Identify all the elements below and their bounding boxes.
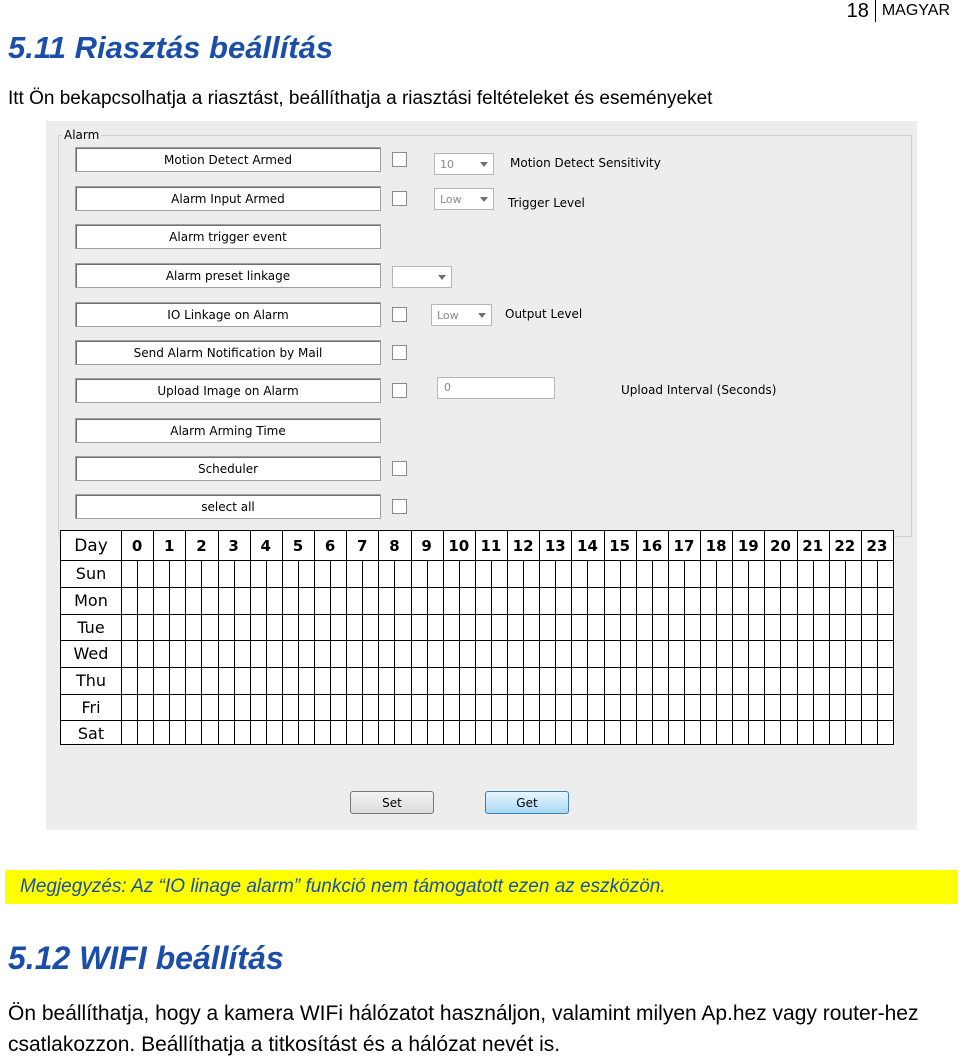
schedule-day-label: Thu <box>75 671 107 690</box>
schedule-hour-label: 10 <box>448 536 470 555</box>
alarm-row-label: Alarm trigger event <box>75 224 381 249</box>
note-banner <box>5 870 958 904</box>
alarm-row-checkbox[interactable] <box>392 499 407 514</box>
grid-half-hour-line <box>137 560 138 744</box>
schedule-hour-label: 17 <box>673 536 695 555</box>
schedule-grid[interactable] <box>60 530 894 745</box>
schedule-hour-label: 18 <box>705 536 727 555</box>
grid-col-line <box>700 531 701 744</box>
alarm-row-label: Alarm Arming Time <box>75 418 381 443</box>
section-text-wifi: Ön beállíthatja, hogy a kamera WIFi hálózatot használjon, valamint milyen Ap.hez vagy router-hez csatlakozzon. Beállíthatja a titkosítást és a hálózat nevét is. <box>8 1002 919 1056</box>
grid-col-line <box>732 531 733 744</box>
chevron-down-icon <box>478 313 486 318</box>
upload-interval-label: Upload Interval (Seconds) <box>621 383 777 397</box>
schedule-hour-label: 4 <box>260 536 271 555</box>
grid-half-hour-line <box>234 560 235 744</box>
preset-select[interactable] <box>392 266 452 288</box>
schedule-hour-label: 5 <box>292 536 304 555</box>
schedule-hour-label: 20 <box>770 536 791 555</box>
page-number: 18 <box>847 0 876 22</box>
section-intro-alarm: Itt Ön bekapcsolhatja a riasztást, beállíthatja a riasztási feltételeket és eseményeket <box>8 88 713 109</box>
grid-half-hour-line <box>298 560 299 744</box>
get-button[interactable]: Get <box>485 791 569 814</box>
alarm-row-checkbox[interactable] <box>392 152 407 167</box>
trigger-level-value: Low <box>440 192 462 206</box>
grid-col-line <box>218 531 219 744</box>
output-level-label: Output Level <box>505 307 583 321</box>
schedule-hour-label: 0 <box>131 536 143 555</box>
grid-col-line <box>346 531 347 744</box>
sensitivity-select[interactable] <box>434 153 494 175</box>
grid-col-line <box>797 531 798 744</box>
grid-col-line <box>443 531 444 744</box>
grid-col-line <box>539 531 540 744</box>
schedule-hour-label: 23 <box>866 536 888 555</box>
grid-col-line <box>314 531 315 744</box>
grid-col-line <box>571 531 572 744</box>
alarm-row-label: Alarm Input Armed <box>75 186 381 211</box>
alarm-row-label: IO Linkage on Alarm <box>75 302 381 327</box>
grid-col-line <box>250 531 251 744</box>
grid-col-line <box>121 531 122 744</box>
schedule-day-label: Sun <box>75 564 107 583</box>
page-header <box>847 0 950 22</box>
section-title-alarm: 5.11 Riasztás beállítás <box>8 30 334 65</box>
upload-interval-input[interactable]: 0 <box>437 377 555 399</box>
grid-half-hour-line <box>394 560 395 744</box>
schedule-hour-label: 19 <box>737 536 759 555</box>
grid-col-line <box>411 531 412 744</box>
grid-half-hour-line <box>330 560 331 744</box>
schedule-hour-label: 12 <box>512 536 534 555</box>
chevron-down-icon <box>480 162 488 167</box>
grid-half-hour-line <box>491 560 492 744</box>
grid-col-line <box>764 531 765 744</box>
set-button[interactable]: Set <box>350 791 434 814</box>
grid-col-line <box>604 531 605 744</box>
schedule-hour-label: 1 <box>164 536 175 555</box>
grid-col-line <box>507 531 508 744</box>
grid-col-line <box>829 531 830 744</box>
schedule-hour-label: 2 <box>196 536 207 555</box>
alarm-row-checkbox[interactable] <box>392 345 407 360</box>
alarm-group-label: Alarm <box>64 128 100 142</box>
alarm-row-label: Motion Detect Armed <box>75 147 381 172</box>
schedule-day-label: Mon <box>74 591 108 610</box>
grid-half-hour-line <box>266 560 267 744</box>
alarm-row-label: select all <box>75 494 381 519</box>
schedule-hour-label: 22 <box>834 536 856 555</box>
alarm-row-label: Scheduler <box>75 456 381 481</box>
alarm-row-checkbox[interactable] <box>392 383 407 398</box>
sensitivity-value: 10 <box>440 157 454 171</box>
grid-half-hour-line <box>716 560 717 744</box>
grid-half-hour-line <box>780 560 781 744</box>
grid-half-hour-line <box>845 560 846 744</box>
schedule-hour-label: 16 <box>641 536 663 555</box>
grid-col-line <box>636 531 637 744</box>
schedule-day-label: Tue <box>77 617 105 637</box>
alarm-row-checkbox[interactable] <box>392 307 407 322</box>
schedule-day-label: Wed <box>73 644 109 663</box>
alarm-row-checkbox[interactable] <box>392 461 407 476</box>
grid-half-hour-line <box>652 560 653 744</box>
grid-half-hour-line <box>523 560 524 744</box>
schedule-hour-label: 7 <box>357 536 368 555</box>
schedule-hour-label: 6 <box>324 536 336 555</box>
grid-half-hour-line <box>555 560 556 744</box>
grid-half-hour-line <box>748 560 749 744</box>
output-level-value: Low <box>437 308 459 322</box>
grid-half-hour-line <box>362 560 363 744</box>
grid-half-hour-line <box>169 560 170 744</box>
schedule-day-header: Day <box>74 535 108 556</box>
schedule-hour-label: 21 <box>802 536 824 555</box>
grid-col-line <box>282 531 283 744</box>
schedule-day-label: Fri <box>81 697 101 717</box>
schedule-hour-label: 8 <box>389 536 400 555</box>
chevron-down-icon <box>480 197 488 202</box>
grid-half-hour-line <box>587 560 588 744</box>
grid-half-hour-line <box>201 560 202 744</box>
schedule-hour-label: 13 <box>544 536 566 555</box>
sensitivity-label: Motion Detect Sensitivity <box>510 156 661 170</box>
schedule-day-label: Sat <box>77 723 105 743</box>
grid-col-line <box>185 531 186 744</box>
schedule-hour-label: 9 <box>421 536 432 555</box>
alarm-row-label: Upload Image on Alarm <box>75 378 381 403</box>
chevron-down-icon <box>438 275 446 280</box>
grid-half-hour-line <box>620 560 621 744</box>
schedule-hour-label: 15 <box>609 536 631 555</box>
grid-col-line <box>153 531 154 744</box>
grid-col-line <box>475 531 476 744</box>
schedule-hour-label: 11 <box>480 536 502 555</box>
schedule-hour-label: 14 <box>577 536 598 555</box>
alarm-row-label: Send Alarm Notification by Mail <box>75 340 381 365</box>
grid-half-hour-line <box>877 560 878 744</box>
grid-col-line <box>668 531 669 744</box>
grid-half-hour-line <box>684 560 685 744</box>
grid-half-hour-line <box>427 560 428 744</box>
grid-half-hour-line <box>459 560 460 744</box>
note-text: Megjegyzés: Az “IO linage alarm” funkció nem támogatott ezen az eszközön. <box>20 876 666 897</box>
grid-col-line <box>378 531 379 744</box>
section-title-wifi: 5.12 WIFI beállítás <box>8 940 284 976</box>
output-level-select[interactable] <box>431 304 492 326</box>
alarm-row-checkbox[interactable] <box>392 191 407 206</box>
grid-col-line <box>861 531 862 744</box>
schedule-hour-label: 3 <box>228 536 239 555</box>
trigger-level-select[interactable] <box>434 188 494 210</box>
trigger-level-label: Trigger Level <box>508 196 585 210</box>
page-language: MAGYAR <box>881 2 950 19</box>
grid-half-hour-line <box>813 560 814 744</box>
alarm-row-label: Alarm preset linkage <box>75 263 381 288</box>
